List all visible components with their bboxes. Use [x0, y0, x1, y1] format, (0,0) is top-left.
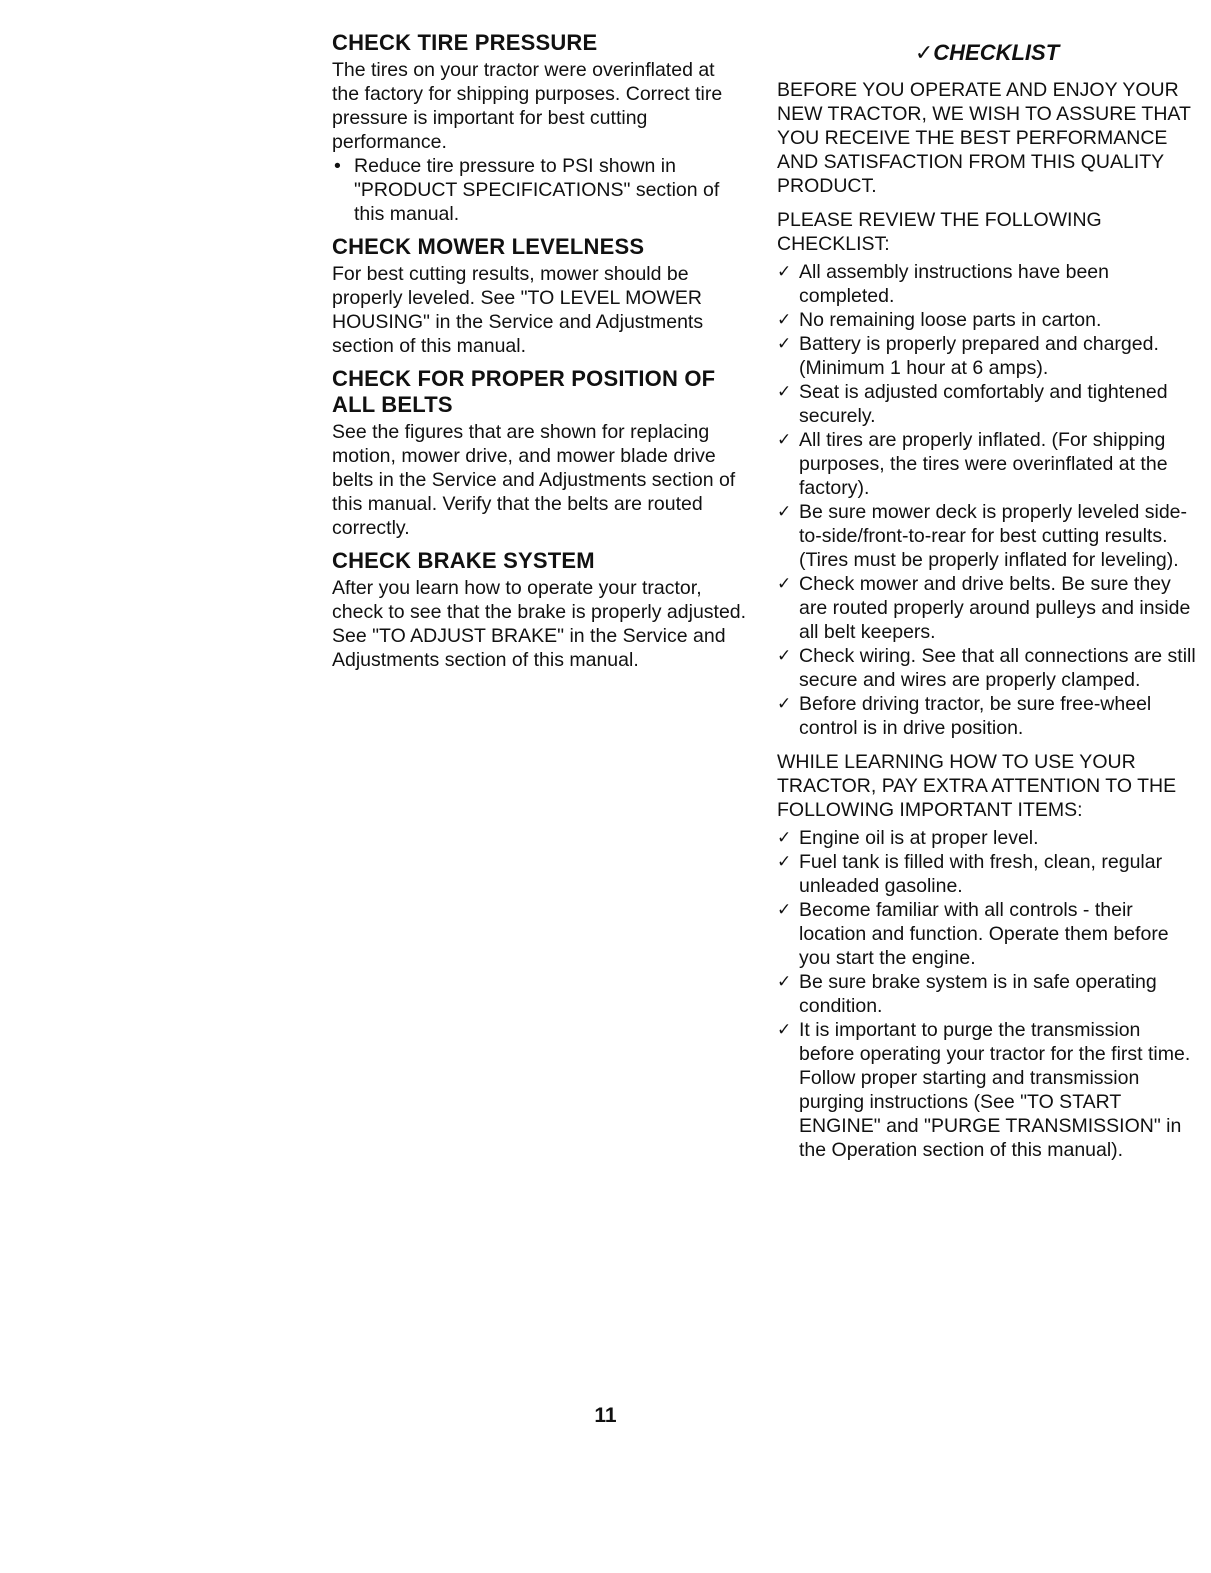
page-number: 11: [594, 1404, 617, 1427]
tire-pressure-section: [332, 30, 747, 226]
belts-section: [332, 366, 747, 540]
left-column: [332, 30, 747, 680]
checklist-items: [777, 260, 1197, 740]
tire-pressure-text: The tires on your tractor were overinflated at the factory for shipping purposes. Correct tire pressure is important for best cutting performance.: [332, 59, 723, 153]
checklist-item: ✓ All tires are properly inflated. (For shipping purposes, the tires were overinflated at the factory).: [777, 428, 1197, 500]
brake-heading: CHECK BRAKE SYSTEM: [332, 548, 595, 573]
important-item: ✓ Fuel tank is filled with fresh, clean, regular unleaded gasoline.: [777, 850, 1197, 898]
checklist-item: ✓ Check mower and drive belts. Be sure they are routed properly around pulleys and inside all belt keepers.: [777, 572, 1197, 644]
important-item: ✓ Engine oil is at proper level.: [777, 826, 1197, 850]
checklist-item: ✓ Check wiring. See that all connections are still secure and wires are properly clamped.: [777, 644, 1197, 692]
belts-text: See the figures that are shown for replacing motion, mower drive, and mower blade drive belts in the Service and Adjustments section of this manual. Verify that the belts are routed correctly.: [332, 421, 736, 539]
checklist-item: ✓ Seat is adjusted comfortably and tightened securely.: [777, 380, 1197, 428]
checklist-item: ✓ All assembly instructions have been completed.: [777, 260, 1197, 308]
important-item: ✓ It is important to purge the transmission before operating your tractor for the first time. Follow proper starting and transmission purging instructions (See "TO START ENGINE" and "PURGE TRANSMISSION" in the Operation section of this manual).: [777, 1018, 1197, 1162]
checklist-title-text: CHECKLIST: [933, 40, 1060, 65]
checklist-intro: BEFORE YOU OPERATE AND ENJOY YOUR NEW TRACTOR, WE WISH TO ASSURE THAT YOU RECEIVE THE BEST PERFORMANCE AND SATISFACTION FROM THIS QUALITY PRODUCT.: [777, 79, 1191, 197]
important-items: [777, 826, 1197, 1162]
checklist-item: ✓ Be sure mower deck is properly leveled side-to-side/front-to-rear for best cutting results. (Tires must be properly inflated for leveling).: [777, 500, 1197, 572]
mower-levelness-heading: CHECK MOWER LEVELNESS: [332, 234, 645, 259]
checklist-title: [777, 40, 1197, 66]
mower-levelness-text: For best cutting results, mower should be properly leveled. See "TO LEVEL MOWER HOUSING" in the Service and Adjustments section of this manual.: [332, 263, 704, 357]
tire-pressure-bullets: [332, 154, 747, 226]
check-icon: ✓: [914, 40, 934, 65]
brake-section: [332, 548, 747, 672]
right-column: [777, 30, 1197, 1172]
checklist-item: ✓ No remaining loose parts in carton.: [777, 308, 1197, 332]
brake-text: After you learn how to operate your tractor, check to see that the brake is properly adjusted. See "TO ADJUST BRAKE" in the Service and Adjustments section of this manual.: [332, 577, 747, 671]
belts-heading: CHECK FOR PROPER POSITION OF ALL BELTS: [332, 366, 716, 417]
mower-levelness-section: [332, 234, 747, 358]
tire-pressure-heading: CHECK TIRE PRESSURE: [332, 30, 598, 55]
important-item: ✓ Become familiar with all controls - their location and function. Operate them before you start the engine.: [777, 898, 1197, 970]
checklist-item: ✓ Before driving tractor, be sure free-wheel control is in drive position.: [777, 692, 1197, 740]
checklist-review: PLEASE REVIEW THE FOLLOWING CHECKLIST:: [777, 209, 1102, 255]
checklist-item: ✓ Battery is properly prepared and charged. (Minimum 1 hour at 6 amps).: [777, 332, 1197, 380]
important-item: ✓ Be sure brake system is in safe operating condition.: [777, 970, 1197, 1018]
while-learning-intro: WHILE LEARNING HOW TO USE YOUR TRACTOR, PAY EXTRA ATTENTION TO THE FOLLOWING IMPORTANT ITEMS:: [777, 751, 1177, 821]
bullet-item: • Reduce tire pressure to PSI shown in "PRODUCT SPECIFICATIONS" section of this manual.: [332, 154, 747, 226]
